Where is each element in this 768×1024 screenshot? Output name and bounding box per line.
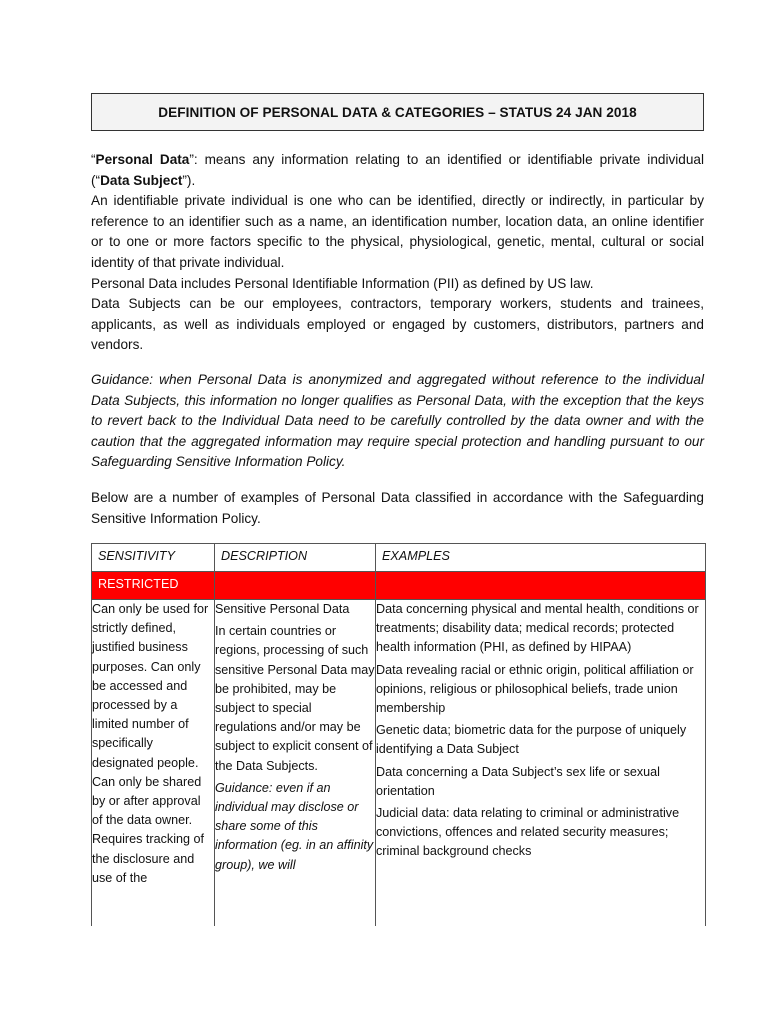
- examples-cell: [376, 600, 706, 927]
- table-row: [92, 600, 706, 927]
- example-item: Genetic data; biometric data for the purpose of uniquely identifying a Data Subject: [376, 723, 687, 757]
- description-title: Sensitive Personal Data: [215, 602, 350, 616]
- intro-text: Below are a number of examples of Personal Data classified in accordance with the Safeguarding Sensitive Information Policy.: [91, 490, 704, 526]
- header-examples: EXAMPLES: [376, 544, 706, 572]
- example-item: Data concerning physical and mental health, conditions or treatments; disability data; medical records; protected health information (PHI, as defined by HIPAA): [376, 602, 699, 655]
- description-guidance: Guidance: even if an individual may disclose or share some of this information (eg. in an affinity group), we will: [215, 780, 374, 872]
- description-body: In certain countries or regions, processing of such sensitive Personal Data may be prohibited, may be subject to special regulations and/or may be subject to explicit consent of the Data Subjects.: [215, 624, 375, 773]
- definition-text: means any information relating to an identified or identifiable private individual (“: [91, 152, 704, 188]
- restricted-cell: [92, 572, 215, 600]
- restricted-cell-empty: [215, 572, 376, 600]
- identifiable-paragraph: An identifiable private individual is one who can be identified, directly or indirectly, in particular by reference to an identifier such as a name, an identification number, location data, an online identifier or to one or more factors specific to the physical, physiological, genetic, mental, cultural or social identity of that private individual.: [91, 193, 704, 270]
- header-description: DESCRIPTION: [215, 544, 376, 572]
- description-cell: [215, 600, 376, 927]
- example-item: Data concerning a Data Subject’s sex life or sexual orientation: [376, 764, 660, 798]
- restricted-cell-empty: [376, 572, 706, 600]
- open-quote: “: [91, 152, 96, 167]
- restricted-row: [92, 572, 706, 600]
- document-title: DEFINITION OF PERSONAL DATA & CATEGORIES – STATUS 24 JAN 2018: [91, 93, 704, 131]
- close-quote: ”:: [189, 152, 198, 167]
- term-personal-data: Personal Data: [95, 152, 190, 167]
- restricted-label: RESTRICTED: [98, 577, 179, 591]
- definition-paragraph: [91, 150, 704, 191]
- term-data-subject: Data Subject: [100, 172, 183, 188]
- sensitivity-cell: [92, 600, 215, 927]
- table-header-row: [92, 544, 706, 572]
- definition-text-end: ”).: [182, 172, 196, 188]
- header-sensitivity: SENSITIVITY: [92, 544, 215, 572]
- intro-paragraph: [91, 488, 704, 529]
- data-subjects-paragraph: Data Subjects can be our employees, contractors, temporary workers, students and trainees, applicants, as well as individuals employed or engaged by customers, distributors, partners and vendors.: [91, 296, 704, 353]
- example-item: Judicial data: data relating to criminal or administrative convictions, offences and related security measures; criminal background checks: [376, 806, 680, 859]
- guidance-text: Guidance: when Personal Data is anonymized and aggregated without reference to the individual Data Subjects, this information no longer qualifies as Personal Data, with the exception that the keys to revert back to the Individual Data need to be carefully controlled by the data owner and with the caution that the aggregated information may require special protection and handling pursuant to our Safeguarding Sensitive Information Policy.: [91, 372, 704, 470]
- sensitivity-text: Can only be used for strictly defined, justified business purposes. Can only be accessed and processed by a limited number of specifically designated people. Can only be shared by or after approval of the data owner. Requires tracking of the disclosure and use of the: [92, 602, 209, 885]
- pii-paragraph: Personal Data includes Personal Identifiable Information (PII) as defined by US law.: [91, 275, 594, 291]
- classification-table: [91, 543, 706, 926]
- guidance-paragraph: [91, 370, 704, 473]
- example-item: Data revealing racial or ethnic origin, political affiliation or opinions, religious or philosophical beliefs, trade union membership: [376, 662, 694, 716]
- definition-section: [91, 150, 704, 356]
